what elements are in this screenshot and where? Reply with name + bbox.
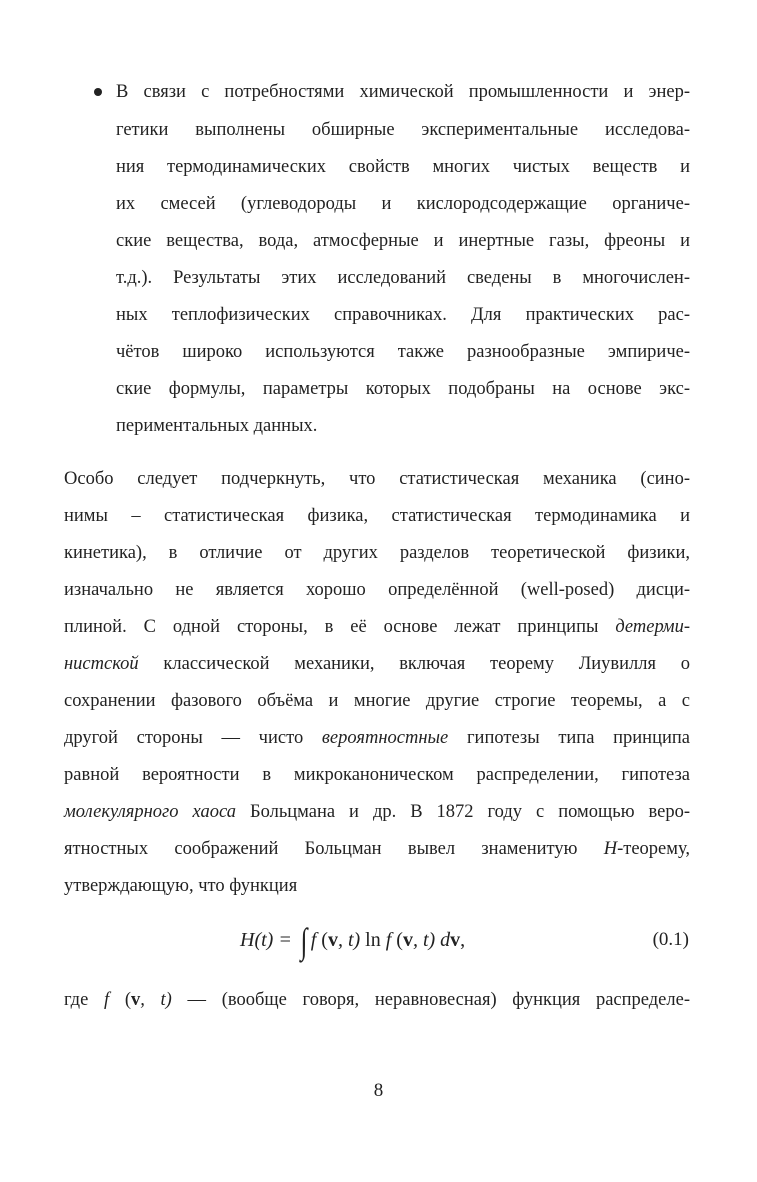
text-line [64,837,690,861]
bullet-line: ские формулы, параметры которых подобраны на основе экс- [116,379,690,399]
emphasis-probabilistic: вероятностные [321,728,449,748]
eq-paren: ( [316,929,328,951]
page-number: 8 [373,1080,384,1101]
emphasis-molecular-chaos: молекулярного хаоса [64,802,236,822]
eq-ln: ln [360,929,386,951]
text-run: классической механики, включая теорему Лиувилля о [138,654,690,674]
eq-comma: , [460,929,466,951]
emphasis-deterministic-cont: нистской [64,654,139,674]
bullet-line: ния термодинамических свойств многих чистых веществ и [116,157,690,177]
text-line: утверждающую, что функция [64,876,298,896]
eq-vector-v: v [402,929,413,951]
equation [240,921,466,961]
bullet-line: их смесей (углеводороды и кислородсодержащие органиче- [116,194,690,214]
eq-lhs: H(t) = [240,929,292,951]
text-line [64,800,690,824]
bullet-marker [94,88,102,96]
eq-d: d [440,929,451,951]
eq-f: f [310,929,317,951]
text-line: сохранении фазового объёма и многие другие строгие теоремы, а с [64,691,690,711]
bullet-line: периментальных данных. [116,416,318,436]
text-run: где [64,990,104,1010]
eq-paren: , t) [412,929,441,951]
eq-paren: ( [109,990,131,1010]
eq-f: f [103,990,110,1010]
bullet-line: В связи с потребностями химической промышленности и энер- [116,82,690,102]
eq-vector-v: v [327,929,338,951]
emphasis-deterministic: детерми- [615,617,690,637]
equation-number: (0.1) [652,929,689,950]
text-line [64,988,690,1012]
text-run: Больцмана и др. В 1872 году с помощью веро- [235,802,691,822]
bullet-line: ных теплофизических справочниках. Для практических рас- [116,305,690,325]
text-line: равной вероятности в микроканоническом распределении, гипотеза [64,765,690,785]
eq-vector-v: v [450,929,461,951]
text-run: ятностных соображений Больцман вывел знаменитую [64,839,604,859]
eq-paren: , t) [337,929,361,951]
bullet-line: т.д.). Результаты этих исследований сведены в многочислен- [116,268,690,288]
text-line: Особо следует подчеркнуть, что статистическая механика (сино- [64,469,690,489]
text-line: кинетика), в отличие от других разделов теоретической физики, [64,543,690,563]
text-line [64,726,690,750]
eq-paren: ( [391,929,403,951]
bullet-line: ские вещества, вода, атмосферные и инертные газы, фреоны и [116,231,690,251]
eq-f: f [385,929,392,951]
text-line [64,652,690,676]
emphasis-h: H [603,839,618,859]
bullet-line: гетики выполнены обширные экспериментальные исследова- [116,120,690,140]
bullet-line: чётов широко используются также разнообразные эмпириче- [116,342,690,362]
text-run: -теорему, [617,839,690,859]
eq-vector-v: v [130,990,141,1010]
text-run: гипотезы типа принципа [448,728,690,748]
text-line: нимы – статистическая физика, статистическая термодинамика и [64,506,690,526]
text-line: изначально не является хорошо определённой (well-posed) дисци- [64,580,690,600]
text-run: плиной. С одной стороны, в её основе лежат принципы [64,617,616,637]
eq-paren: , t) [140,990,172,1010]
text-run: — (вообще говоря, неравновесная) функция распределе- [171,990,690,1010]
text-run: другой стороны — чисто [64,728,322,748]
text-line [64,615,690,639]
integral-sign: ∫ [300,921,308,961]
